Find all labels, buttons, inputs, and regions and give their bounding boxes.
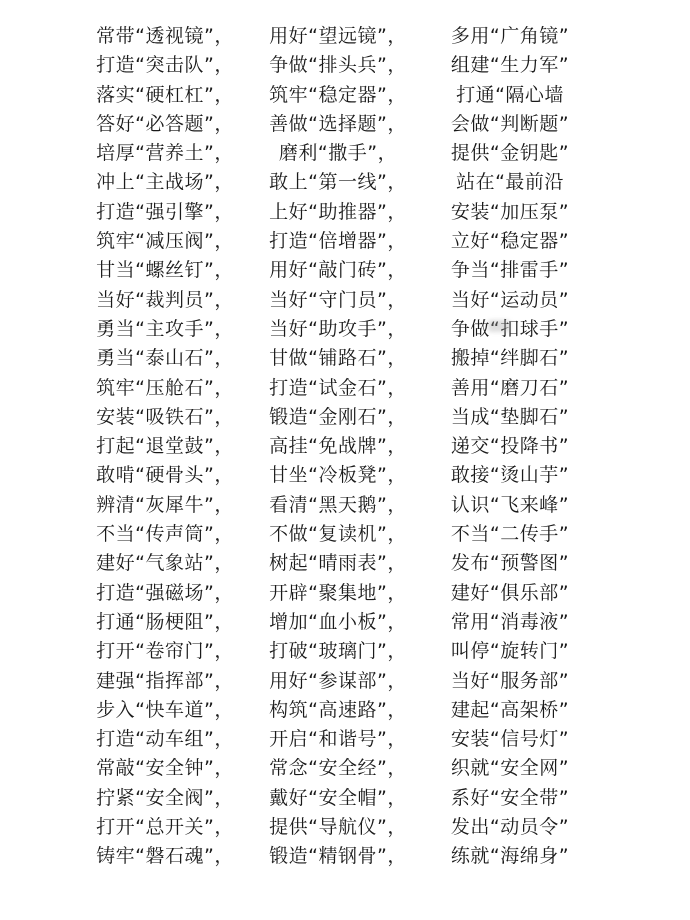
phrase-row [0,22,690,51]
phrase-cell: 递交“投降书” [450,435,570,458]
phrase-row [0,344,690,373]
phrase-cell: 打造“倍增器”， [269,230,407,253]
phrase-cell: 打起“退堂鼓”， [96,435,234,458]
phrase-cell: 打造“强磁场”， [96,581,234,604]
phrase-row [0,842,690,871]
phrase-cell: 争当“排雷手” [450,259,570,282]
phrase-row [0,198,690,227]
phrase-cell: 甘坐“冷板凳”， [269,464,407,487]
phrase-cell: 发布“预警图” [450,552,570,575]
phrase-cell: 搬掉“绊脚石” [450,347,570,370]
phrase-cell: 当好“运动员” [450,288,570,311]
phrase-row [0,784,690,813]
phrase-cell: 增加“血小板”， [269,610,407,633]
phrase-cell: 提供“金钥匙” [450,142,570,165]
phrase-cell: 甘当“螺丝钉”， [96,259,234,282]
phrase-cell: 系好“安全带” [450,786,570,809]
phrase-cell: 敢上“第一线”， [269,171,407,194]
phrase-cell: 用好“参谋部”， [269,669,407,692]
watermark-smudge [488,320,510,332]
phrase-cell: 锻造“精钢骨”， [269,845,407,868]
phrase-cell: 当好“守门员”， [269,288,407,311]
phrase-cell: 认识“飞来峰” [450,493,570,516]
phrase-row [0,432,690,461]
phrase-cell: 组建“生力军” [450,54,570,77]
phrase-cell: 用好“望远镜”， [269,25,407,47]
phrase-cell: 锻造“金刚石”， [269,405,407,428]
phrase-row [0,637,690,666]
phrase-cell: 提供“导航仪”， [269,816,407,839]
phrase-cell: 树起“晴雨表”， [269,552,407,575]
phrase-cell: 打开“卷帘门”， [96,640,234,663]
phrase-cell: 上好“助推器”， [269,200,407,223]
phrase-cell: 当好“服务部” [450,669,570,692]
phrase-cell: 筑牢“稳定器”， [269,83,407,106]
phrase-cell: 争做“排头兵”， [269,54,407,77]
phrase-cell: 用好“敲门砖”， [269,259,407,282]
phrase-row [0,520,690,549]
phrase-row [0,51,690,80]
phrase-cell: 筑牢“减压阀”， [96,230,234,253]
phrase-row [0,81,690,110]
phrase-cell: 安装“吸铁石”， [96,405,234,428]
phrase-row [0,579,690,608]
phrase-cell: 打造“动车组”， [96,728,234,751]
phrase-cell: 高挂“免战牌”， [269,435,407,458]
phrase-cell: 甘做“铺路石”， [269,347,407,370]
phrase-cell: 构筑“高速路”， [269,698,407,721]
phrase-cell: 敢啃“硬骨头”， [96,464,234,487]
phrase-cell: 发出“动员令” [450,816,570,839]
phrase-cell: 善做“选择题”， [269,112,407,135]
phrase-cell: 打破“玻璃门”， [269,640,407,663]
phrase-row [0,491,690,520]
phrase-row [0,110,690,139]
phrase-row [0,549,690,578]
phrase-row [0,608,690,637]
phrase-row [0,725,690,754]
phrase-cell: 常敲“安全钟”， [96,757,234,780]
phrase-cell: 会做“判断题” [450,112,570,135]
phrase-row [0,227,690,256]
phrase-cell: 勇当“泰山石”， [96,347,234,370]
phrase-cell: 常念“安全经”， [269,757,407,780]
phrase-cell: 打造“试金石”， [269,376,407,399]
phrase-cell: 开启“和谐号”， [269,728,407,751]
phrase-cell: 安装“加压泵” [450,200,570,223]
phrase-row [0,461,690,490]
phrase-row [0,315,690,344]
phrase-list [0,22,690,872]
phrase-row [0,374,690,403]
phrase-cell: 不做“复读机”， [269,523,407,546]
phrase-cell: 建好“气象站”， [96,552,234,575]
phrase-cell: 多用“广角镜” [450,25,570,47]
phrase-row [0,403,690,432]
phrase-cell: 辨清“灰犀牛”， [96,493,234,516]
phrase-cell: 当成“垫脚石” [450,405,570,428]
phrase-cell: 落实“硬杠杠”， [96,83,234,106]
phrase-cell: 叫停“旋转门” [450,640,570,663]
phrase-cell: 打通“隔心墙 [456,83,564,106]
phrase-cell: 打开“总开关”， [96,816,234,839]
phrase-cell: 冲上“主战场”， [96,171,234,194]
phrase-row [0,168,690,197]
phrase-row [0,139,690,168]
phrase-cell: 站在“最前沿 [456,171,564,194]
phrase-cell: 铸牢“磐石魂”， [96,845,234,868]
phrase-cell: 常带“透视镜”， [96,25,234,47]
phrase-cell: 不当“二传手” [450,523,570,546]
phrase-row [0,286,690,315]
phrase-cell: 步入“快车道”， [96,698,234,721]
phrase-cell: 看清“黑天鹅”， [269,493,407,516]
phrase-cell: 戴好“安全帽”， [269,786,407,809]
phrase-cell: 安装“信号灯” [450,728,570,751]
phrase-cell: 磨利“撒手”， [278,142,398,165]
phrase-row [0,813,690,842]
phrase-row [0,667,690,696]
phrase-cell: 打通“肠梗阻”， [96,610,234,633]
phrase-cell: 善用“磨刀石” [450,376,570,399]
phrase-cell: 答好“必答题”， [96,112,234,135]
phrase-cell: 勇当“主攻手”， [96,317,234,340]
phrase-cell: 不当“传声筒”， [96,523,234,546]
phrase-cell: 拧紧“安全阀”， [96,786,234,809]
phrase-cell: 当好“助攻手”， [269,317,407,340]
phrase-cell: 打造“突击队”， [96,54,234,77]
phrase-cell: 织就“安全网” [450,757,570,780]
phrase-row [0,696,690,725]
phrase-cell: 敢接“烫山芋” [450,464,570,487]
phrase-cell: 开辟“聚集地”， [269,581,407,604]
phrase-cell: 筑牢“压舱石”， [96,376,234,399]
phrase-cell: 打造“强引擎”， [96,200,234,223]
phrase-cell: 常用“消毒液” [450,610,570,633]
phrase-cell: 当好“裁判员”， [96,288,234,311]
phrase-row [0,754,690,783]
phrase-row [0,256,690,285]
phrase-cell: 建好“俱乐部” [450,581,570,604]
phrase-cell: 立好“稳定器” [450,230,570,253]
phrase-cell: 争做“扣球手” [450,317,570,340]
phrase-cell: 练就“海绵身” [450,845,570,868]
phrase-cell: 培厚“营养土”， [96,142,234,165]
phrase-cell: 建强“指挥部”， [96,669,234,692]
phrase-cell: 建起“高架桥” [450,698,570,721]
